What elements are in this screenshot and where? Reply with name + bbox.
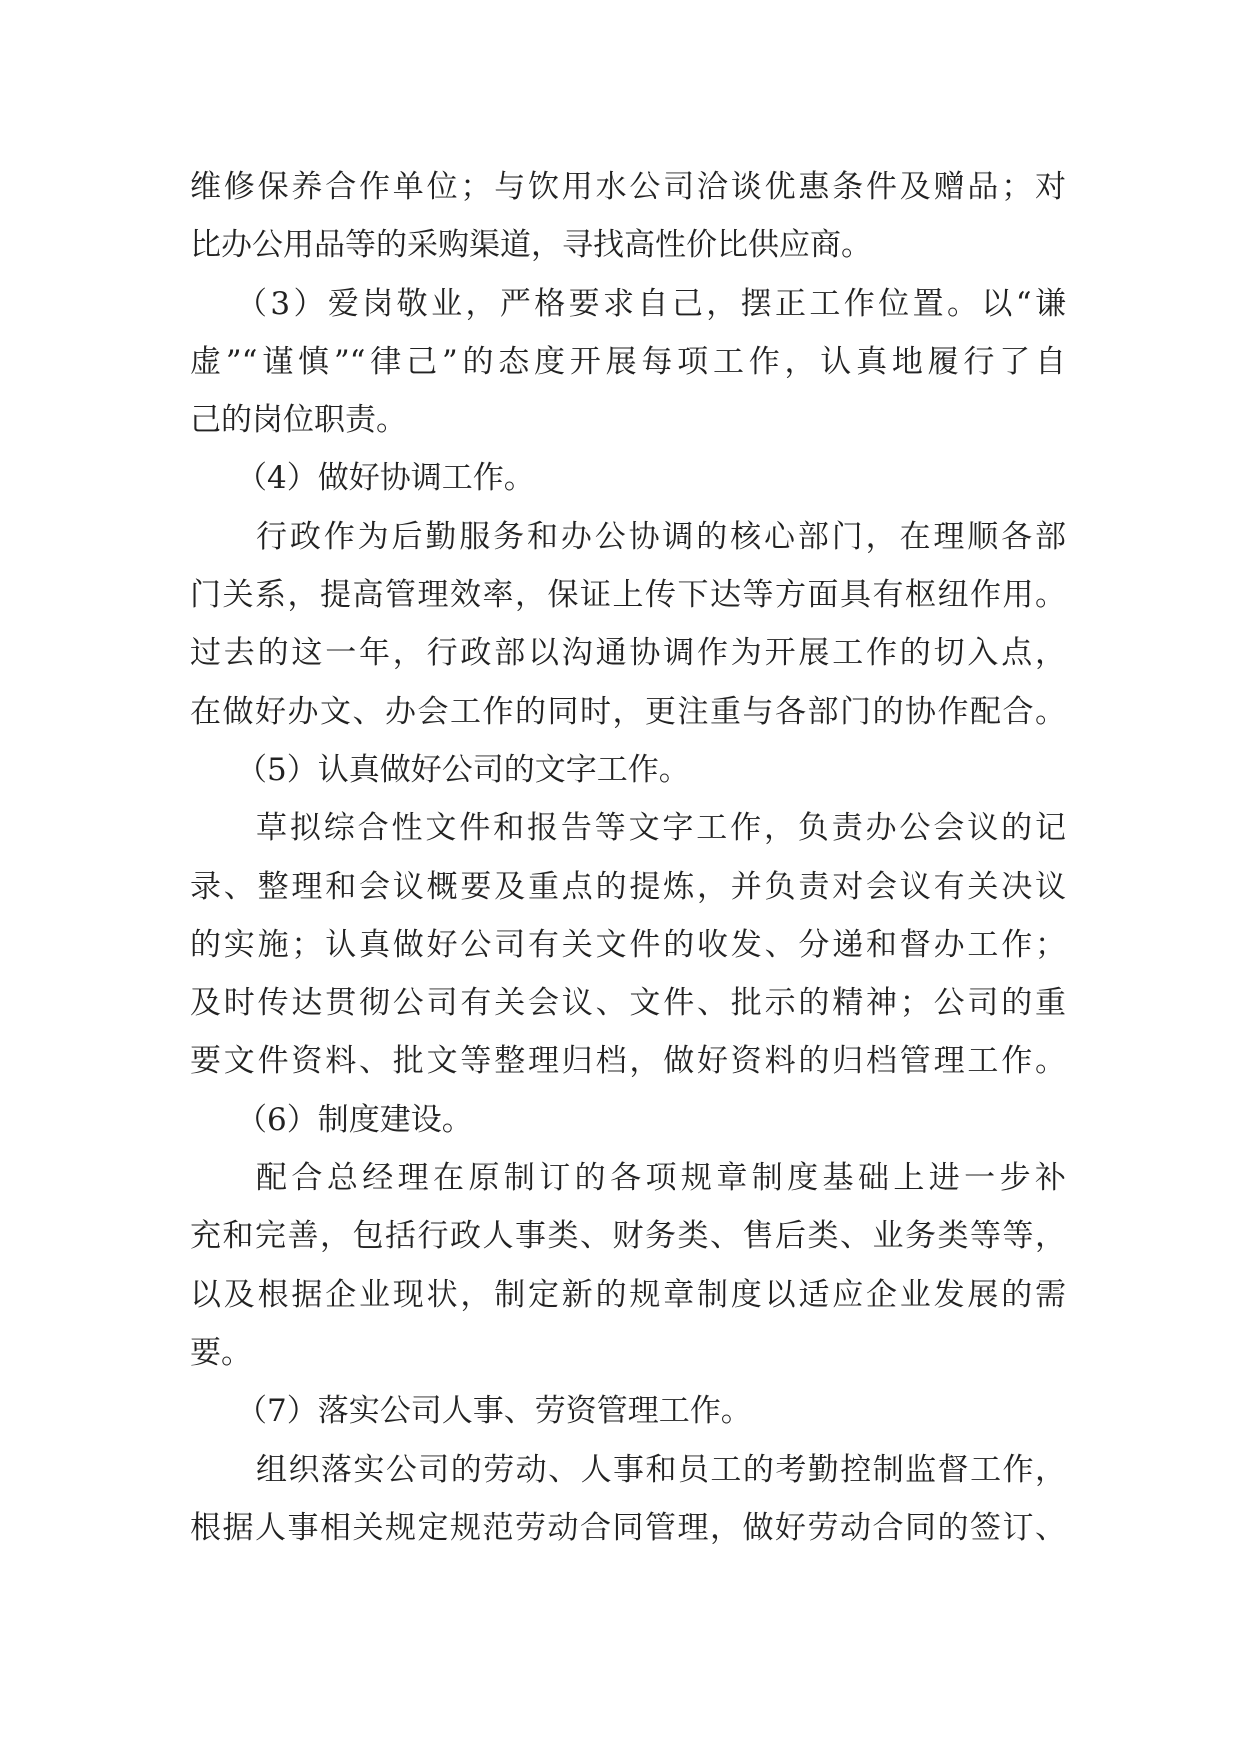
text-line: （6）制度建设。 [236, 1101, 473, 1138]
text-line: 虚”“谨慎”“律己”的态度开展每项工作，认真地履行了自 [190, 343, 1066, 380]
text-line: 录、整理和会议概要及重点的提炼，并负责对会议有关决议 [190, 868, 1066, 905]
text-line: 配合总经理在原制订的各项规章制度基础上进一步补 [256, 1160, 1066, 1197]
text-line: （4）做好协调工作。 [236, 460, 535, 497]
text-line: 以及根据企业现状，制定新的规章制度以适应企业发展的需 [190, 1276, 1066, 1313]
text-line: 根据人事相关规定规范劳动合同管理，做好劳动合同的签订、 [190, 1509, 1066, 1546]
text-line: 行政作为后勤服务和办公协调的核心部门，在理顺各部 [256, 518, 1066, 555]
text-line: （3）爱岗敬业，严格要求自己，摆正工作位置。以“谦 [236, 285, 1066, 322]
text-line: 充和完善，包括行政人事类、财务类、售后类、业务类等等， [190, 1218, 1066, 1255]
text-line: 在做好办文、办会工作的同时，更注重与各部门的协作配合。 [190, 693, 1066, 730]
text-line: 维修保养合作单位；与饮用水公司洽谈优惠条件及赠品；对 [190, 169, 1066, 205]
text-line: 比办公用品等的采购渠道，寻找高性价比供应商。 [190, 227, 872, 264]
text-line: 及时传达贯彻公司有关会议、文件、批示的精神；公司的重 [190, 985, 1066, 1022]
text-line: 组织落实公司的劳动、人事和员工的考勤控制监督工作， [256, 1451, 1066, 1488]
text-line: 要。 [190, 1334, 252, 1371]
text-line: 己的岗位职责。 [190, 402, 407, 439]
text-line: 过去的这一年，行政部以沟通协调作为开展工作的切入点， [190, 635, 1066, 672]
text-line: （5）认真做好公司的文字工作。 [236, 751, 690, 788]
text-line: 草拟综合性文件和报告等文字工作，负责办公会议的记 [256, 810, 1066, 847]
text-line: （7）落实公司人事、劳资管理工作。 [236, 1393, 752, 1430]
text-line: 的实施；认真做好公司有关文件的收发、分递和督办工作； [190, 926, 1066, 963]
text-line: 要文件资料、批文等整理归档，做好资料的归档管理工作。 [190, 1043, 1066, 1080]
text-line: 门关系，提高管理效率，保证上传下达等方面具有枢纽作用。 [190, 577, 1066, 614]
document-body [190, 158, 1066, 1557]
